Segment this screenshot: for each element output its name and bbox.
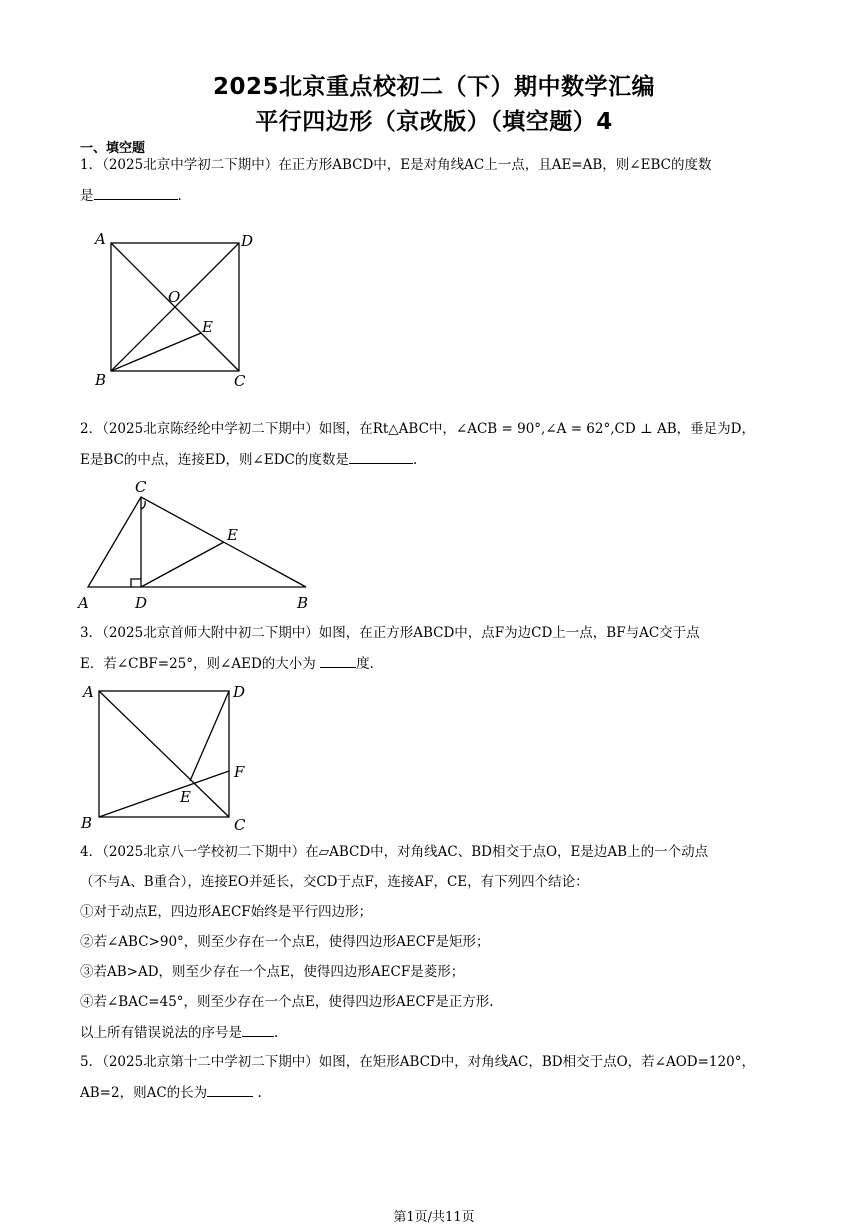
q1-label-e: E: [202, 318, 213, 336]
q2-text-line-1: 2．（2025北京陈经纶中学初二下期中）如图，在Rt△ABC中，∠ACB = 90°,∠A = 62°,CD ⊥ AB，垂足为D，: [80, 421, 755, 437]
q4-question: [80, 1023, 278, 1042]
q2-label-c: C: [135, 478, 147, 496]
q2-suffix: .: [412, 452, 418, 468]
q1-segment-be: [111, 333, 201, 371]
q3-text-line-1: 3．（2025北京首师大附中初二下期中）如图，在正方形ABCD中，点F为边CD上一点，BF与AC交于点: [80, 625, 700, 641]
q3-suffix: 度.: [356, 656, 374, 672]
q3-label-d: D: [233, 683, 246, 701]
q2-text-line-2: [80, 450, 417, 469]
q1-suffix: .: [177, 188, 182, 204]
q5-answer-blank: [207, 1083, 253, 1097]
q3-prefix: E．若∠CBF=25°，则∠AED的大小为: [80, 656, 316, 672]
q2-triangle-abc: [88, 497, 306, 587]
q1-label-o: O: [168, 288, 181, 306]
q4-conclusion-4: ④若∠BAC=45°，则至少存在一个点E，使得四边形AECF是正方形.: [80, 994, 494, 1010]
q2-label-b: B: [297, 594, 309, 612]
q1-prefix: 是: [80, 188, 94, 204]
q3-segment-bf: [99, 771, 229, 817]
q4-answer-blank: [242, 1023, 274, 1037]
q2-label-e: E: [227, 526, 238, 544]
q4-text-line-2: （不与A、B重合），连接EO并延长，交CD于点F，连接AF，CE，有下列四个结论：: [80, 874, 589, 890]
q3-label-f: F: [234, 763, 245, 781]
q1-label-a: A: [95, 230, 106, 248]
q5-suffix: .: [257, 1085, 262, 1101]
q1-answer-blank: [94, 186, 178, 200]
page-footer: 第1页/共11页: [393, 1210, 475, 1225]
q3-label-b: B: [81, 814, 93, 832]
q2-label-a: A: [78, 594, 89, 612]
q5-prefix: AB=2，则AC的长为: [80, 1085, 208, 1101]
q1-label-b: B: [95, 371, 107, 389]
q4-ask-prefix: 以上所有错误说法的序号是: [80, 1025, 242, 1041]
q3-label-e: E: [180, 788, 191, 806]
q4-text-line-1: 4．（2025北京八一学校初二下期中）在▱ABCD中，对角线AC、BD相交于点O，E是边AB上的一个动点: [80, 844, 709, 860]
q1-square-figure: [85, 225, 265, 395]
q4-conclusion-1: ①对于动点E，四边形AECF始终是平行四边形；: [80, 904, 373, 920]
q3-answer-blank: [320, 654, 356, 668]
q1-text-line-1: 1．（2025北京中学初二下期中）在正方形ABCD中，E是对角线AC上一点，且AE=AB，则∠EBC的度数: [80, 157, 712, 173]
q2-prefix: E是BC的中点，连接ED，则∠EDC的度数是: [80, 452, 349, 468]
document-title-line-2: 平行四边形（京改版）（填空题）4: [255, 109, 613, 135]
q5-text-line-2: [80, 1083, 262, 1102]
q3-diagonal-ac: [99, 691, 229, 817]
q2-segment-de: [141, 542, 224, 587]
q4-conclusion-3: ③若AB>AD，则至少存在一个点E，使得四边形AECF是菱形；: [80, 964, 465, 980]
q2-triangle-figure: [75, 473, 325, 615]
q3-text-line-2: [80, 654, 374, 673]
q2-label-d: D: [135, 594, 148, 612]
q2-answer-blank: [349, 450, 413, 464]
q4-conclusion-2: ②若∠ABC>90°，则至少存在一个点E，使得四边形AECF是矩形；: [80, 934, 490, 950]
q3-label-c: C: [234, 816, 246, 834]
q1-text-line-2: [80, 186, 182, 205]
q2-right-angle-mark: [131, 579, 141, 587]
q3-square-figure: [76, 680, 256, 835]
q3-label-a: A: [83, 683, 94, 701]
document-title-line-1: 2025北京重点校初二（下）期中数学汇编: [212, 74, 655, 100]
section-heading: 一、填空题: [80, 141, 146, 156]
q4-ask-suffix: .: [274, 1025, 279, 1041]
q1-label-d: D: [241, 232, 254, 250]
q1-label-c: C: [234, 372, 246, 390]
q5-text-line-1: 5．（2025北京第十二中学初二下期中）如图，在矩形ABCD中，对角线AC，BD相交于点O，若∠AOD=120°，: [80, 1054, 755, 1070]
q3-segment-de: [190, 691, 229, 781]
